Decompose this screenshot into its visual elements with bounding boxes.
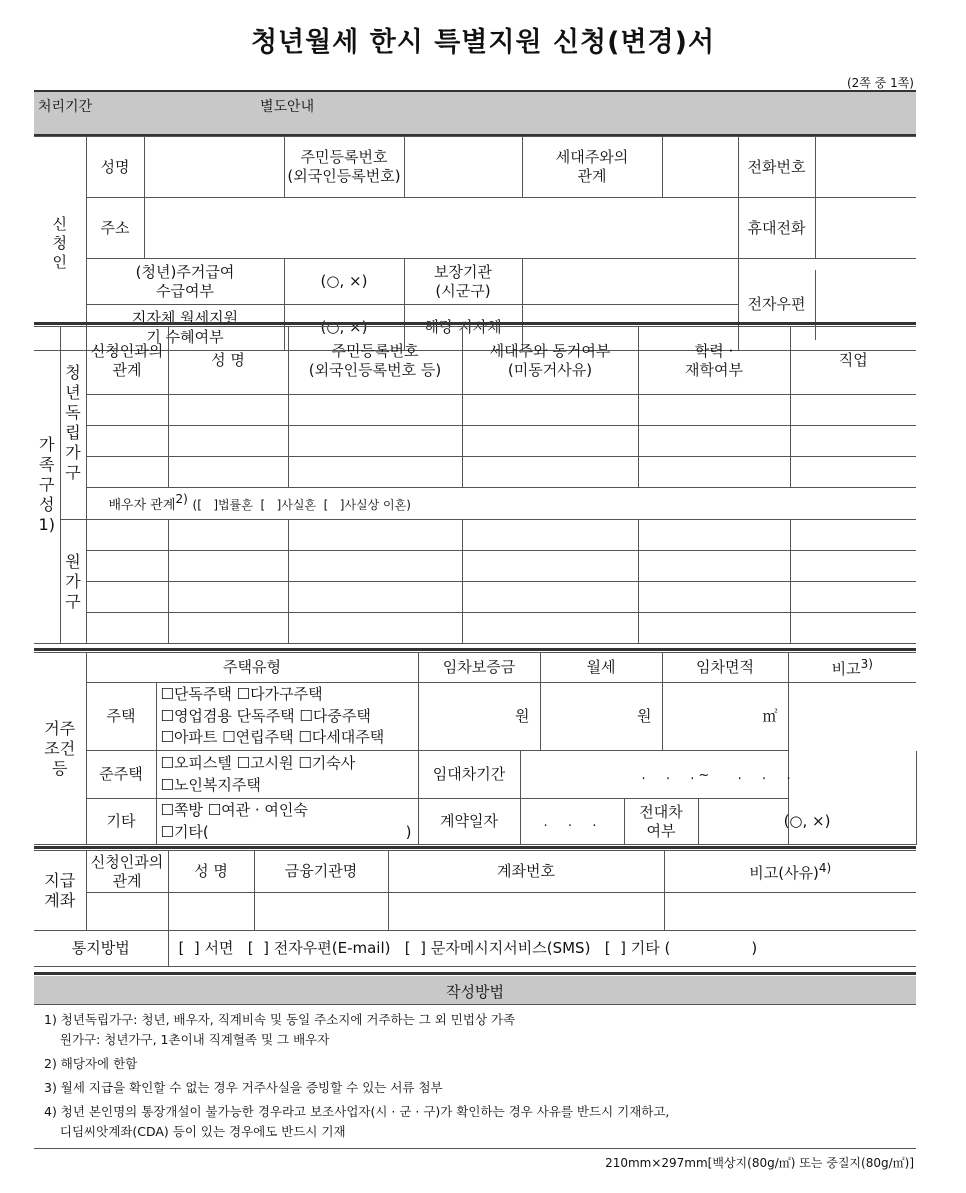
deposit-field[interactable]: 원 — [418, 683, 540, 751]
notify-label: 통지방법 — [34, 931, 168, 967]
header-remarks — [788, 653, 916, 683]
youth-row-cell[interactable] — [86, 395, 168, 426]
spouse-relation-options[interactable]: ([ ]법률혼 [ ]사실혼 [ ]사실상 이혼) — [192, 498, 411, 513]
guarantee-org-label: 보장기관 (시군구) — [404, 259, 522, 305]
applicant-section-label: 신 청 인 — [34, 137, 86, 351]
origin-row-cell[interactable] — [638, 551, 790, 582]
area-field[interactable]: ㎡ — [662, 683, 788, 751]
instructions-title: 작성방법 — [446, 983, 504, 1001]
youth-row-cell[interactable] — [790, 457, 916, 488]
payment-name-field[interactable] — [168, 893, 254, 931]
email-label: 전자우편 — [739, 270, 816, 340]
family-header-name: 성 명 — [168, 327, 288, 395]
payment-remarks-text: 비고(사유) — [749, 863, 819, 882]
youth-row-cell[interactable] — [638, 395, 790, 426]
youth-row-cell[interactable] — [462, 395, 638, 426]
lease-period-dates: . . .~ . . . — [641, 767, 795, 783]
remarks-note-ref: 3) — [860, 656, 873, 671]
origin-row-cell[interactable] — [790, 551, 916, 582]
origin-row-cell[interactable] — [288, 520, 462, 551]
payment-header-remarks — [664, 851, 916, 893]
payment-header-relation: 신청인과의 관계 — [86, 851, 168, 893]
youth-row-cell[interactable] — [790, 395, 916, 426]
payment-header-account: 계좌번호 — [388, 851, 664, 893]
header-remarks-text: 비고 — [831, 659, 861, 678]
origin-row-cell[interactable] — [790, 613, 916, 644]
instruction-line: 디딤씨앗계좌(CDA) 등이 있는 경우에도 반드시 기재 — [44, 1124, 346, 1139]
youth-row-cell[interactable] — [462, 426, 638, 457]
payment-remarks-field[interactable] — [664, 893, 916, 931]
name-label: 성명 — [86, 137, 144, 198]
processing-value: 별도안내 — [260, 99, 315, 115]
householder-relation-label: 세대주와의 관계 — [522, 137, 662, 198]
origin-row-cell[interactable] — [168, 613, 288, 644]
housing-benefit-label: (청년)주거급여 수급여부 — [86, 259, 284, 305]
resident-no-label: 주민등록번호 (외국인등록번호) — [284, 137, 404, 198]
house-options[interactable]: ☐단독주택 ☐다가구주택 ☐영업겸용 단독주택 ☐다중주택 ☐아파트 ☐연립주택 ☐다세대주택 — [156, 683, 418, 751]
payment-header-bank: 금융기관명 — [254, 851, 388, 893]
header-area: 임차면적 — [662, 653, 788, 683]
origin-row-cell[interactable] — [462, 551, 638, 582]
spouse-note-ref: 2) — [175, 492, 188, 507]
instruction-line: 4) 청년 본인명의 통장개설이 불가능한 경우라고 보조사업자(시 · 군 · 구)가 확인하는 경우 사유를 반드시 기재하고, — [44, 1104, 670, 1119]
processing-label: 처리기간 — [38, 99, 93, 115]
origin-row-cell[interactable] — [288, 582, 462, 613]
youth-row-cell[interactable] — [168, 395, 288, 426]
family-header-education: 학력 · 재학여부 — [638, 327, 790, 395]
youth-row-cell[interactable] — [288, 457, 462, 488]
contract-date-field[interactable] — [520, 799, 624, 845]
other-house-options[interactable] — [156, 799, 418, 845]
youth-row-cell[interactable] — [86, 457, 168, 488]
spouse-relation-label: 배우자 관계 — [108, 498, 176, 514]
origin-row-cell[interactable] — [638, 520, 790, 551]
address-label: 주소 — [86, 198, 144, 259]
semi-house-label: 준주택 — [86, 751, 156, 799]
phone-label: 전화번호 — [739, 137, 816, 197]
mobile-row — [738, 198, 916, 259]
local-gov-label: 해당 지자체 — [404, 305, 522, 351]
phone-row — [738, 137, 916, 198]
header-monthly-rent: 월세 — [540, 653, 662, 683]
youth-row-cell[interactable] — [638, 426, 790, 457]
instruction-line: 원가구: 청년가구, 1촌이내 직계혈족 및 그 배우자 — [44, 1032, 330, 1047]
resident-no-field[interactable] — [404, 137, 522, 198]
family-header-resident-no: 주민등록번호 (외국인등록번호 등) — [288, 327, 462, 395]
origin-row-cell[interactable] — [168, 551, 288, 582]
payment-header-name: 성 명 — [168, 851, 254, 893]
youth-row-cell[interactable] — [462, 457, 638, 488]
instruction-line: 2) 해당자에 한함 — [44, 1056, 138, 1071]
processing-band — [34, 90, 916, 134]
other-options-close: ) — [405, 822, 412, 841]
payment-relation-field[interactable] — [86, 893, 168, 931]
local-support-label: 지자체 월세지원 기 수혜여부 — [86, 305, 284, 351]
youth-household-label: 청 년 독 립 가 구 — [60, 327, 86, 520]
local-support-ox[interactable]: (○, ×) — [284, 305, 404, 351]
residence-table — [34, 652, 917, 845]
origin-row-cell[interactable] — [790, 582, 916, 613]
origin-row-cell[interactable] — [790, 520, 916, 551]
guarantee-org-field[interactable] — [522, 259, 738, 305]
youth-row-cell[interactable] — [638, 457, 790, 488]
page-title: 청년월세 한시 특별지원 신청(변경)서 — [250, 27, 716, 58]
instruction-line: 1) 청년독립가구: 청년, 배우자, 직계비속 및 동일 주소지에 거주하는 그 외 민법상 가족 — [44, 1012, 516, 1027]
origin-household-label: 원 가 구 — [60, 520, 86, 644]
mobile-label: 휴대전화 — [739, 198, 816, 258]
family-table — [34, 326, 916, 644]
instruction-line: 3) 월세 지급을 확인할 수 없는 경우 거주사실을 증빙할 수 있는 서류 첨부 — [44, 1080, 443, 1095]
sublease-ox[interactable]: (○, ×) — [698, 799, 916, 845]
payment-bank-field[interactable] — [254, 893, 388, 931]
origin-row-cell[interactable] — [168, 582, 288, 613]
family-header-cohabit: 세대주와 동거여부 (미동거사유) — [462, 327, 638, 395]
origin-row-cell[interactable] — [168, 520, 288, 551]
address-field[interactable] — [144, 198, 738, 259]
housing-benefit-ox[interactable]: (○, ×) — [284, 259, 404, 305]
payment-account-field[interactable] — [388, 893, 664, 931]
sublease-label: 전대차 여부 — [624, 799, 698, 845]
family-header-job: 직업 — [790, 327, 916, 395]
spouse-relation-row — [86, 488, 916, 520]
lease-period-label: 임대차기간 — [418, 751, 520, 799]
family-header-relation: 신청인과의 관계 — [86, 327, 168, 395]
origin-row-cell[interactable] — [86, 551, 168, 582]
youth-row-cell[interactable] — [168, 426, 288, 457]
paper-spec-footer: 210mm×297mm[백상지(80g/㎡) 또는 중질지(80g/㎡)] — [605, 1156, 914, 1170]
other-house-label: 기타 — [86, 799, 156, 845]
name-field[interactable] — [144, 137, 284, 198]
instructions-list — [44, 1014, 924, 1144]
contract-date-dots: . . . — [543, 814, 601, 830]
origin-row-cell[interactable] — [86, 613, 168, 644]
notify-options[interactable]: [ ] 서면 [ ] 전자우편(E-mail) [ ] 문자메시지서비스(SMS) [ ] 기타 ( ) — [168, 931, 916, 967]
contract-date-label: 계약일자 — [418, 799, 520, 845]
payment-table — [34, 850, 916, 967]
origin-row-cell[interactable] — [462, 582, 638, 613]
header-deposit: 임차보증금 — [418, 653, 540, 683]
house-label: 주택 — [86, 683, 156, 751]
other-options-line2: ☐기타( — [160, 822, 209, 841]
origin-row-cell[interactable] — [462, 613, 638, 644]
origin-row-cell[interactable] — [288, 613, 462, 644]
page-info: (2쪽 중 1쪽) — [846, 76, 914, 90]
origin-row-cell[interactable] — [638, 613, 790, 644]
lease-period-field[interactable] — [520, 751, 916, 799]
origin-row-cell[interactable] — [638, 582, 790, 613]
youth-row-cell[interactable] — [168, 457, 288, 488]
applicant-table — [34, 136, 916, 351]
semi-house-options[interactable]: ☐오피스텔 ☐고시원 ☐기숙사 ☐노인복지주택 — [156, 751, 418, 799]
other-options-line1: ☐쪽방 ☐여관 · 여인숙 — [160, 800, 308, 819]
origin-row-cell[interactable] — [86, 520, 168, 551]
origin-row-cell[interactable] — [86, 582, 168, 613]
header-house-type: 주택유형 — [86, 653, 418, 683]
payment-note-ref: 4) — [818, 860, 832, 875]
youth-row-cell[interactable] — [288, 426, 462, 457]
youth-row-cell[interactable] — [86, 426, 168, 457]
origin-row-cell[interactable] — [462, 520, 638, 551]
youth-row-cell[interactable] — [288, 395, 462, 426]
payment-section-label: 지급 계좌 — [34, 851, 86, 931]
family-section-label: 가 족 구 성 1) — [34, 327, 60, 644]
youth-row-cell[interactable] — [790, 426, 916, 457]
householder-relation-field[interactable] — [662, 137, 738, 198]
rent-field[interactable]: 원 — [540, 683, 662, 751]
residence-section-label: 거주 조건 등 — [34, 653, 86, 845]
origin-row-cell[interactable] — [288, 551, 462, 582]
